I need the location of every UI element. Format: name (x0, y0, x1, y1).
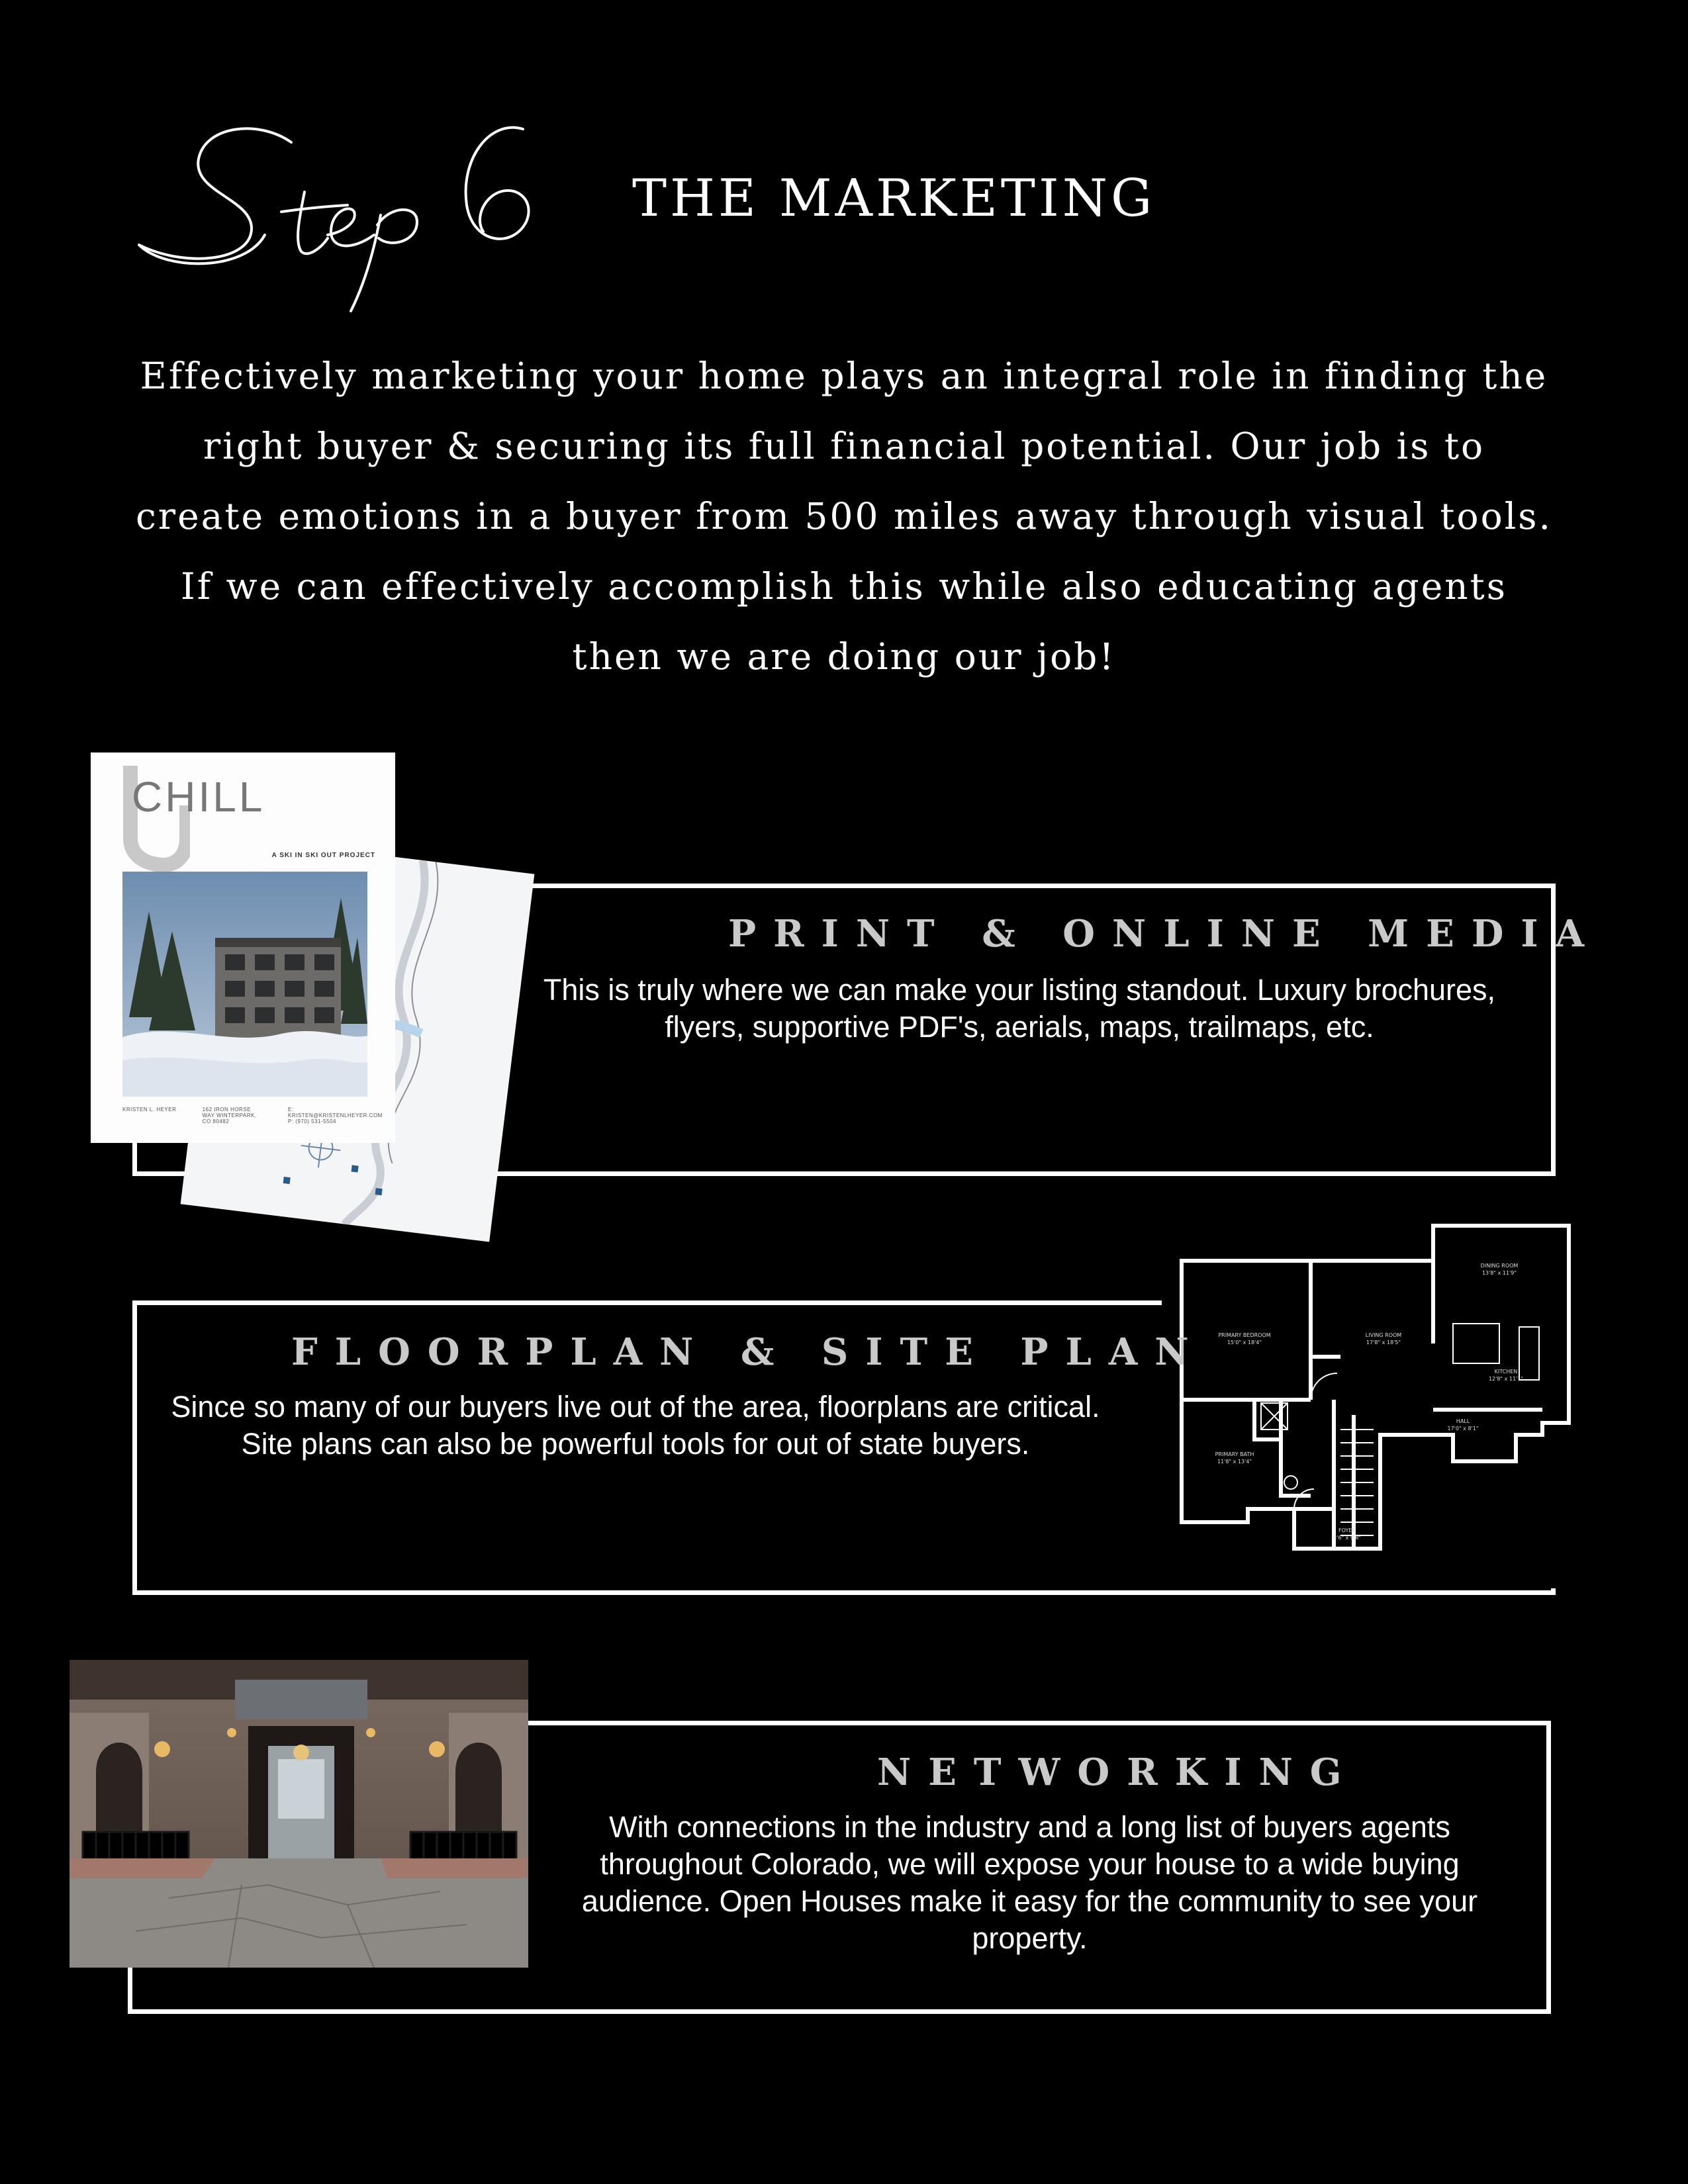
room-label-foyer: FOYER (1338, 1527, 1356, 1533)
intro-paragraph: Effectively marketing your home plays an integral role in finding the right buyer & securing its full financial potential. Our job is to create emotions in a buyer from 500 miles away through visual tools. If we can effectively accomplish this while also educating agents then we are doing our job! (135, 355, 1553, 678)
brochure-footer-address: 162 IRON HORSE WAY WINTERPARK, CO 80482 (202, 1107, 257, 1124)
brochure-footer-contact: E: KRISTEN@KRISTENLHEYER.COM P: (970) 531-5504 (287, 1107, 383, 1124)
room-dims-dining: 13'8" x 11'9" (1481, 1270, 1517, 1276)
room-dims-hall: 17'0" x 8'1" (1447, 1426, 1479, 1432)
section-title-floorplan: FLOORPLAN & SITE PLAN (291, 1330, 1206, 1374)
floorplan-panel (1162, 1191, 1592, 1588)
brochure-tagline: A SKI IN SKI OUT PROJECT (271, 852, 375, 859)
room-label-primary-bath: PRIMARY BATH (1215, 1451, 1254, 1457)
room-label-dining: DINING ROOM (1480, 1263, 1519, 1269)
step-script-title (126, 113, 602, 324)
room-label-hall: HALL (1456, 1418, 1470, 1424)
room-label-living: LIVING ROOM (1365, 1332, 1402, 1338)
brochure-footer (122, 1107, 383, 1124)
room-dims-foyer: 8'6" x 9'8" (1333, 1535, 1361, 1541)
room-label-kitchen: KITCHEN (1494, 1369, 1518, 1375)
floorplan-drawing (1162, 1191, 1592, 1588)
section-body-print-media: This is truly where we can make your listing standout. Luxury brochures, flyers, supportive PDF's, aerials, maps, trailmaps, etc. (543, 973, 1496, 1044)
home-entry-photo (70, 1660, 528, 1968)
room-dims-primary-bath: 11'8" x 13'4" (1217, 1459, 1252, 1465)
condo-building-photo (122, 872, 367, 1097)
page-title: THE MARKETING (632, 169, 1156, 228)
chill-brochure-page (91, 752, 395, 1143)
section-body-networking: With connections in the industry and a long list of buyers agents throughout Colorado, we will expose your house to a wide buying audience. Open Houses make it easy for the community to see your property. (581, 1810, 1478, 1955)
brochure-footer-name: KRISTEN L. HEYER (122, 1107, 177, 1113)
room-dims-living: 17'8" x 18'5" (1366, 1340, 1401, 1345)
section-title-print-media: PRINT & ONLINE MEDIA (728, 912, 1602, 956)
room-label-primary-bedroom: PRIMARY BEDROOM (1218, 1332, 1271, 1338)
room-dims-primary-bedroom: 15'0" x 18'4" (1227, 1340, 1262, 1345)
room-dims-kitchen: 12'8" x 11'1" (1488, 1376, 1524, 1382)
brochure-logo-text: CHILL (132, 773, 265, 821)
section-title-networking: NETWORKING (877, 1751, 1359, 1794)
section-body-floorplan: Since so many of our buyers live out of the area, floorplans are critical. Site plans can also be powerful tools for out of state buyers. (171, 1390, 1100, 1461)
